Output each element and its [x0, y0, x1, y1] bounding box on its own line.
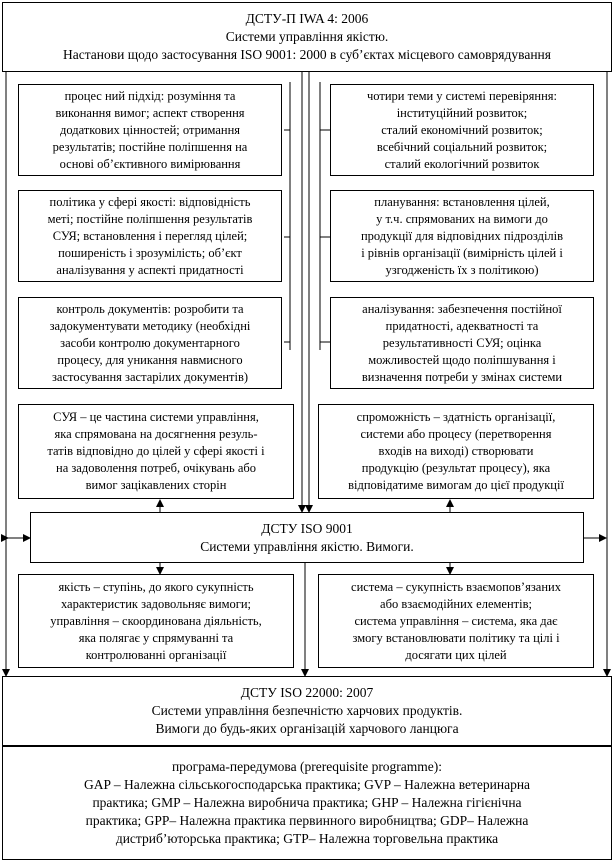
left-box-3-line-5: застосування застарілих документів) — [51, 369, 249, 384]
left-box-4-line-2: яка спрямована на досягнення резуль- — [54, 427, 258, 441]
lower-left-line-2: характеристик задовольняє вимоги; — [60, 596, 252, 611]
lower-right-line-1: система – сукупність взаємопов’язаних — [351, 579, 561, 594]
left-box-3-line-1: контроль документів: розробити та — [56, 301, 244, 316]
lower-right-line-2: або взаємодійних елементів; — [380, 596, 532, 611]
right-box-4-line-3: входів на виході) створювати — [378, 444, 534, 458]
right-box-4-line-1: спроможність – здатність організації, — [356, 410, 556, 424]
prerequisite-line-1: програма-передумова (prerequisite programme): — [171, 759, 443, 774]
lower-right-line-4: змогу встановлювати політику та цілі і — [352, 630, 560, 645]
left-box-qms-definition — [18, 404, 294, 499]
top-standard-box — [2, 2, 612, 72]
left-box-2-line-5: аналізування у аспекті придатності — [56, 262, 244, 277]
lower-left-line-3: управління – скоординована діяльність, — [50, 613, 262, 628]
left-box-1-line-3: додаткових цінностей; отримання — [59, 122, 241, 137]
left-box-1-line-2: виконання вимог; аспект створення — [55, 105, 245, 120]
prerequisite-line-5: дистриб’юторська практика; GTP– Належна торговельна практика — [115, 831, 499, 846]
lower-right-line-5: досягати цих цілей — [405, 647, 507, 662]
right-box-capability — [318, 404, 594, 499]
prerequisite-line-4: практика; GPP– Належна практика первинного виробництва; GDP– Належна — [85, 813, 529, 828]
right-box-3-line-3: результативності СУЯ; оцінка — [382, 335, 542, 350]
prerequisite-programme-box — [2, 746, 612, 860]
lower-left-line-1: якість – ступінь, до якого сукупність — [58, 579, 254, 594]
left-box-4-line-5: вимог зацікавлених сторін — [85, 478, 227, 492]
iso-22000-title: ДСТУ ISO 22000: 2007 — [240, 685, 374, 700]
left-box-3-line-3: засоби контролю документарного — [60, 335, 240, 350]
right-box-four-themes — [330, 84, 594, 176]
right-box-2-line-3: продукції для відповідних підрозділів — [360, 228, 564, 243]
prerequisite-line-3: практика; GMP – Належна виробнича практика; GHP – Належна гігієнічна — [92, 795, 522, 810]
right-box-4-line-5: відповідатиме вимогам до цієї продукції — [348, 478, 564, 492]
lower-left-line-4: яка полягає у спрямуванні та — [78, 630, 234, 645]
right-box-3-line-2: придатності, адекватності та — [385, 318, 539, 333]
left-box-2-line-3: СУЯ; встановлення і перегляд цілей; — [52, 228, 248, 243]
left-box-1-line-4: результатів; постійне поліпшення на — [52, 139, 248, 154]
left-box-1-line-5: основі об’єктивного вимірювання — [59, 156, 241, 171]
left-box-3-line-4: процесу, для уникання навмисного — [57, 352, 243, 367]
right-box-2-line-1: планування: встановлення цілей, — [374, 194, 550, 209]
iso-9001-box — [30, 512, 584, 563]
right-box-3-line-5: визначення потреби у змінах системи — [361, 369, 563, 384]
right-box-1-line-2: інституційний розвиток; — [396, 105, 528, 120]
left-box-4-line-1: СУЯ – це частина системи управління, — [53, 410, 259, 424]
left-box-2-line-1: політика у сфері якості: відповідність — [49, 194, 251, 209]
left-box-quality-policy — [18, 190, 282, 282]
iso-9001-title: ДСТУ ISO 9001 — [261, 520, 353, 536]
right-box-3-line-1: аналізування: забезпечення постійної — [362, 301, 562, 316]
left-box-4-line-3: татів відповідно до цілей у сфері якості і — [47, 444, 265, 458]
prerequisite-line-2: GAP – Належна сільськогосподарська практика; GVP – Належна ветеринарна — [83, 777, 531, 792]
left-box-2-line-2: меті; постійне поліпшення результатів — [47, 211, 253, 226]
right-box-planning — [330, 190, 594, 282]
lower-right-box-system — [318, 574, 594, 668]
right-box-2-line-5: узгодженість їх з політикою) — [385, 262, 539, 277]
lower-right-line-3: система управління – система, яка дає — [354, 613, 558, 628]
right-box-analysis — [330, 297, 594, 389]
right-box-3-line-4: можливостей щодо поліпшування і — [368, 352, 556, 367]
right-box-4-line-2: системи або процесу (перетворення — [360, 427, 552, 441]
lower-left-box-quality — [18, 574, 294, 668]
iso-22000-box — [2, 676, 612, 746]
right-box-1-line-4: всебічний соціальний розвиток; — [376, 139, 548, 154]
left-box-1-line-1: процес ний підхід: розуміння та — [64, 88, 236, 103]
left-box-process — [18, 84, 282, 176]
right-box-1-line-3: сталий економічний розвиток; — [381, 122, 543, 137]
right-box-1-line-5: сталий екологічний розвиток — [384, 156, 540, 171]
left-box-document-control — [18, 297, 282, 389]
iso-22000-line-2: Вимоги до будь-яких організацій харчового ланцюга — [155, 721, 459, 736]
left-box-2-line-4: поширеність і зрозумілість; об’єкт — [58, 245, 242, 260]
iso-22000-line-1: Системи управління безпечністю харчових продуктів. — [151, 703, 463, 718]
right-box-2-line-2: у т.ч. спрямованих на вимоги до — [376, 211, 548, 226]
right-box-1-line-1: чотири теми у системі перевіряння: — [366, 88, 557, 103]
left-box-3-line-2: задокументувати методику (необхідні — [49, 318, 251, 333]
lower-left-line-5: контролюванні організації — [85, 647, 227, 662]
right-box-4-line-4: продукцію (результат процесу), яка — [361, 461, 551, 475]
top-standard-line-1: Системи управління якістю. — [225, 29, 389, 44]
top-standard-title: ДСТУ-П IWA 4: 2006 — [245, 11, 369, 26]
top-standard-line-2: Настанови щодо застосування ISO 9001: 2000 в суб’єктах місцевого самоврядування — [63, 47, 551, 62]
iso-9001-subtitle: Системи управління якістю. Вимоги. — [200, 538, 414, 554]
right-box-2-line-4: і рівнів організації (вимірність цілей і — [361, 245, 563, 260]
left-box-4-line-4: на задоволення потреб, очікувань або — [56, 461, 256, 475]
